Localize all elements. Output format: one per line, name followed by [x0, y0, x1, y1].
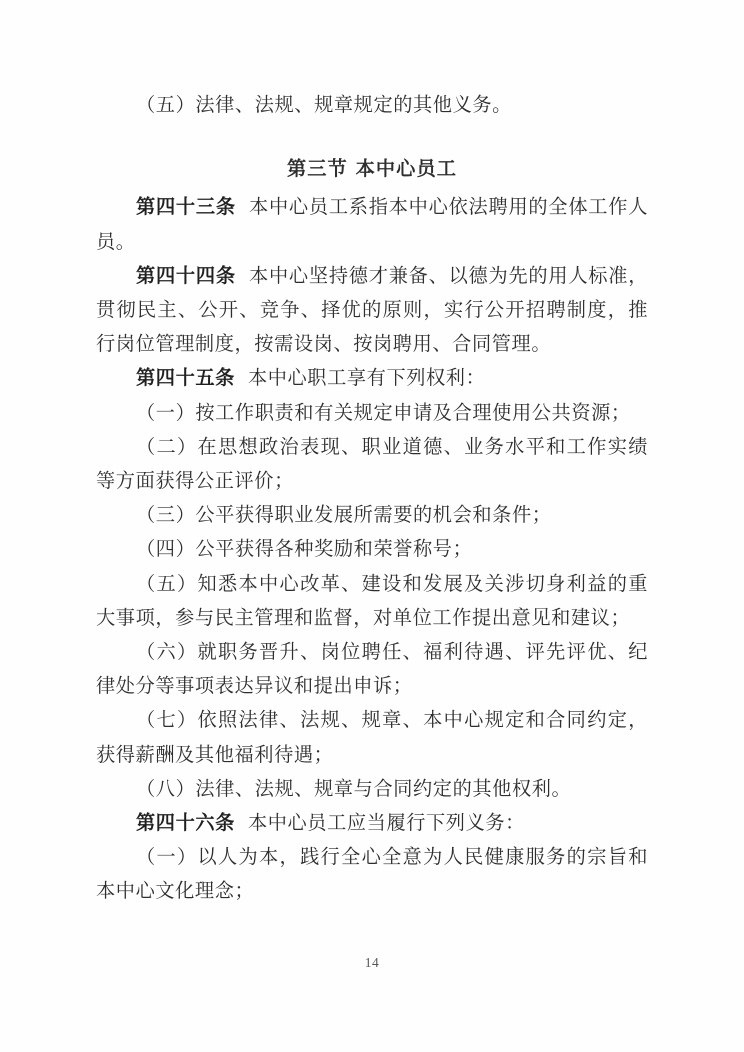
article-paragraph	[96, 806, 648, 840]
article-text: 本中心员工系指本中心依法聘用的全体工作人员。	[96, 195, 649, 253]
list-item: （五）法律、法规、规章规定的其他义务。	[136, 93, 512, 116]
article-label: 第四十六条	[136, 811, 235, 835]
article-paragraph	[96, 190, 648, 258]
page-content	[96, 88, 648, 909]
list-item: （一）按工作职责和有关规定申请及合理使用公共资源；	[136, 400, 631, 424]
list-item: （二）在思想政治表现、职业道德、业务水平和工作实绩等方面获得公正评价；	[96, 434, 648, 493]
list-item: （一）以人为本，践行全心全意为人民健康服务的宗旨和本中心文化理念；	[96, 845, 648, 903]
list-item: （六）就职务晋升、岗位聘任、福利待遇、评先评优、纪律处分等事项表达异议和提出申诉；	[96, 640, 648, 698]
article-text: 本中心职工享有下列权利：	[247, 366, 486, 390]
article-label: 第四十四条	[136, 263, 236, 287]
page-number: 14	[364, 955, 380, 970]
list-item: （五）知悉本中心改革、建设和发展及关涉切身利益的重大事项，参与民主管理和监督，对单位工作提出意见和建议；	[96, 571, 648, 629]
list-item: （八）法律、法规、规章与合同约定的其他权利。	[136, 776, 572, 800]
list-item: （三）公平获得职业发展所需要的机会和条件；	[136, 503, 552, 527]
spacer	[96, 122, 648, 152]
article-paragraph	[96, 361, 648, 395]
article-label: 第四十五条	[136, 366, 235, 390]
list-item: （七）依照法律、法规、规章、本中心规定和合同约定，获得薪酬及其他福利待遇；	[96, 708, 648, 766]
article-label: 第四十三条	[136, 195, 236, 219]
article-text: 本中心坚持德才兼备、以德为先的用人标准，贯彻民主、公开、竞争、择优的原则，实行公开招聘制度，推行岗位管理制度，按需设岗、按岗聘用、合同管理。	[96, 263, 649, 356]
article-text: 本中心员工应当履行下列义务：	[247, 811, 525, 835]
article-paragraph	[96, 259, 648, 362]
section-heading: 第三节 本中心员工	[286, 157, 458, 181]
list-item: （四）公平获得各种奖励和荣誉称号；	[136, 537, 473, 561]
